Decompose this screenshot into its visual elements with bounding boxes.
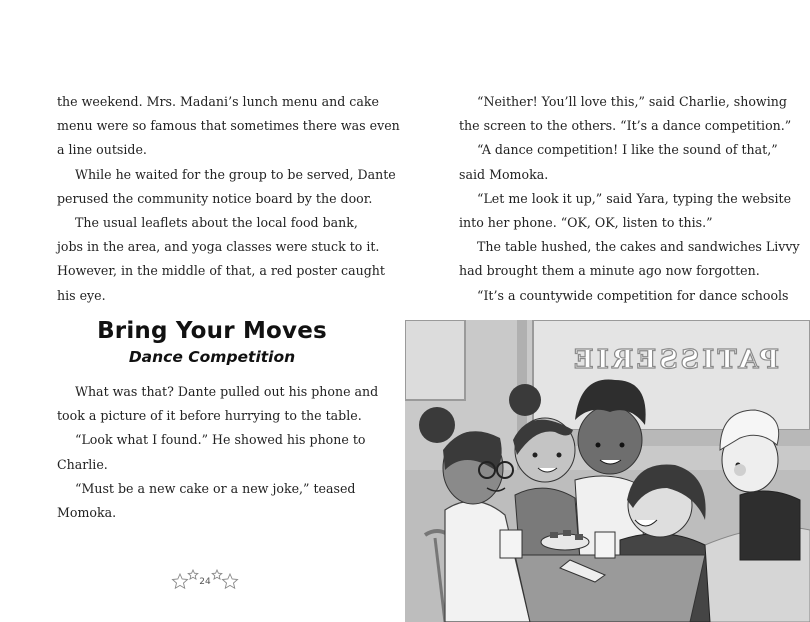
text-line: Charlie. — [57, 456, 108, 472]
illustration-svg — [405, 320, 810, 622]
text-line: “A dance competition! I like the sound of that,” — [477, 142, 778, 158]
text-line: his eye. — [57, 287, 106, 303]
text-line: took a picture of it before hurrying to the table. — [57, 408, 362, 424]
text-line: the screen to the others. “It’s a dance competition.” — [459, 118, 792, 134]
text-line: What was that? Dante pulled out his phone and — [75, 384, 379, 399]
text-line: had brought them a minute ago now forgotten. — [459, 263, 760, 279]
text-line: “It’s a countywide competition for dance schools — [477, 287, 789, 303]
text-line: The usual leaflets about the local food bank, — [75, 215, 358, 231]
text-line: Momoka. — [57, 505, 117, 521]
text-line: “Look what I found.” He showed his phone to — [75, 432, 366, 448]
text-line: a line outside. — [57, 142, 147, 158]
poster-heading — [57, 316, 367, 368]
left-page-text-top — [57, 90, 400, 308]
right-page-text — [459, 90, 800, 308]
page-number-label: 24 — [199, 577, 211, 587]
text-line: menu were so famous that sometimes there was even — [57, 118, 400, 134]
text-line: into her phone. “OK, OK, listen to this.” — [459, 215, 713, 231]
text-line: the weekend. Mrs. Madani’s lunch menu and cake — [57, 94, 379, 109]
text-line: The table hushed, the cakes and sandwiches Livvy — [477, 239, 800, 255]
cafe-illustration — [405, 320, 810, 622]
poster-subtitle: Dance Competition — [128, 348, 296, 366]
text-line: While he waited for the group to be served, Dante — [75, 166, 396, 182]
text-line: “Neither! You’ll love this,” said Charlie, showing — [477, 94, 787, 109]
window-sign: PATISSERIE — [570, 345, 780, 375]
text-line: “Must be a new cake or a new joke,” teased — [75, 480, 356, 496]
left-page-text-bottom — [57, 380, 379, 525]
text-line: said Momoka. — [459, 166, 549, 182]
text-line: perused the community notice board by the door. — [57, 190, 373, 206]
text-line: jobs in the area, and yoga classes were stuck to it. — [57, 239, 380, 255]
text-line: However, in the middle of that, a red poster caught — [57, 263, 385, 279]
page-number — [170, 568, 240, 594]
text-line: “Let me look it up,” said Yara, typing the website — [477, 190, 792, 206]
poster-title: Bring Your Moves — [97, 318, 327, 344]
